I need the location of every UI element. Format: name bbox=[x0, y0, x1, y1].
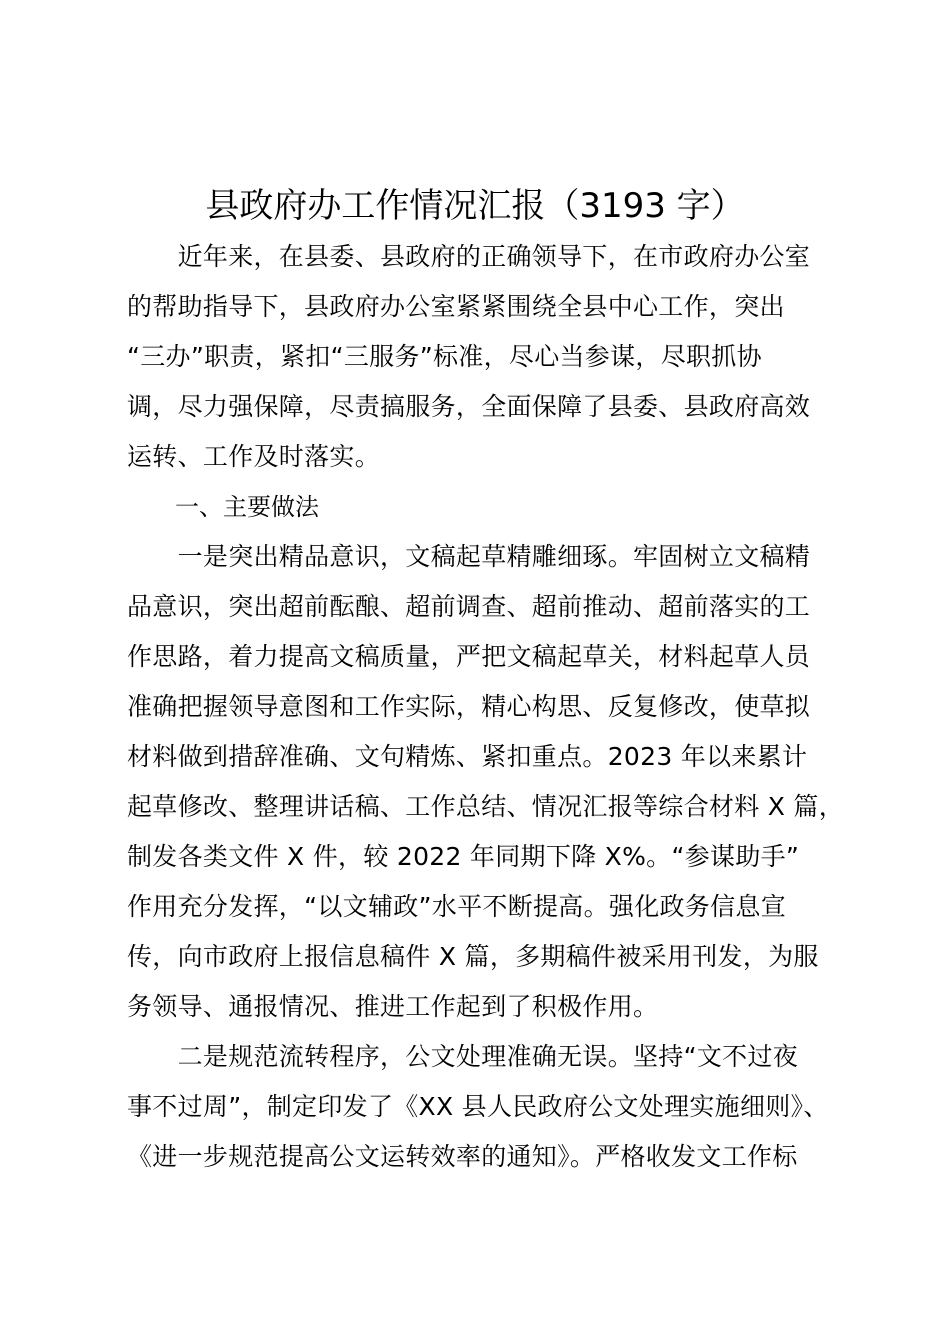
paragraph-line: 品意识，突出超前酝酿、超前调查、超前推动、超前落实的工 bbox=[127, 592, 811, 621]
document-title: 县政府办工作情况汇报（3193 字） bbox=[205, 186, 745, 226]
paragraph-line: 作用充分发挥，“以文辅政”水平不断提高。强化政务信息宣 bbox=[127, 892, 787, 921]
paragraph-line: 作思路，着力提高文稿质量，严把文稿起草关，材料起草人员 bbox=[127, 642, 811, 671]
document-body bbox=[127, 232, 845, 1182]
paragraph-line: 制发各类文件 X 件，较 2022 年同期下降 X%。“参谋助手” bbox=[127, 842, 800, 871]
paragraph-line: 准确把握领导意图和工作实际，精心构思、反复修改，使草拟 bbox=[127, 692, 811, 721]
paragraph-line: 材料做到措辞准确、文句精炼、紧扣重点。2023 年以来累计 bbox=[127, 742, 808, 771]
paragraph-line: 调，尽力强保障，尽责搞服务，全面保障了县委、县政府高效 bbox=[127, 392, 811, 421]
paragraph-line: 一是突出精品意识，文稿起草精雕细琢。牢固树立文稿精 bbox=[127, 542, 811, 571]
paragraph-line: 传，向市政府上报信息稿件 X 篇，多期稿件被采用刊发，为服 bbox=[127, 942, 819, 971]
paragraph-line: “三办”职责，紧扣“三服务”标准，尽心当参谋，尽职抓协 bbox=[127, 342, 762, 371]
paragraph-line: 的帮助指导下，县政府办公室紧紧围绕全县中心工作，突出 bbox=[127, 292, 785, 321]
paragraph-line: 事不过周”，制定印发了《XX 县人民政府公文处理实施细则》、 bbox=[127, 1092, 829, 1121]
paragraph-line: 近年来，在县委、县政府的正确领导下，在市政府办公室 bbox=[127, 242, 811, 271]
paragraph-line: 《进一步规范提高公文运转效率的通知》。严格收发文工作标 bbox=[127, 1142, 798, 1171]
section-heading: 一、主要做法 bbox=[127, 493, 319, 521]
paragraph-line: 务领导、通报情况、推进工作起到了积极作用。 bbox=[127, 992, 659, 1021]
paragraph-line: 运转、工作及时落实。 bbox=[127, 442, 381, 471]
paragraph-line: 起草修改、整理讲话稿、工作总结、情况汇报等综合材料 X 篇， bbox=[127, 792, 845, 821]
paragraph-line: 二是规范流转程序，公文处理准确无误。坚持“文不过夜 bbox=[127, 1042, 799, 1071]
